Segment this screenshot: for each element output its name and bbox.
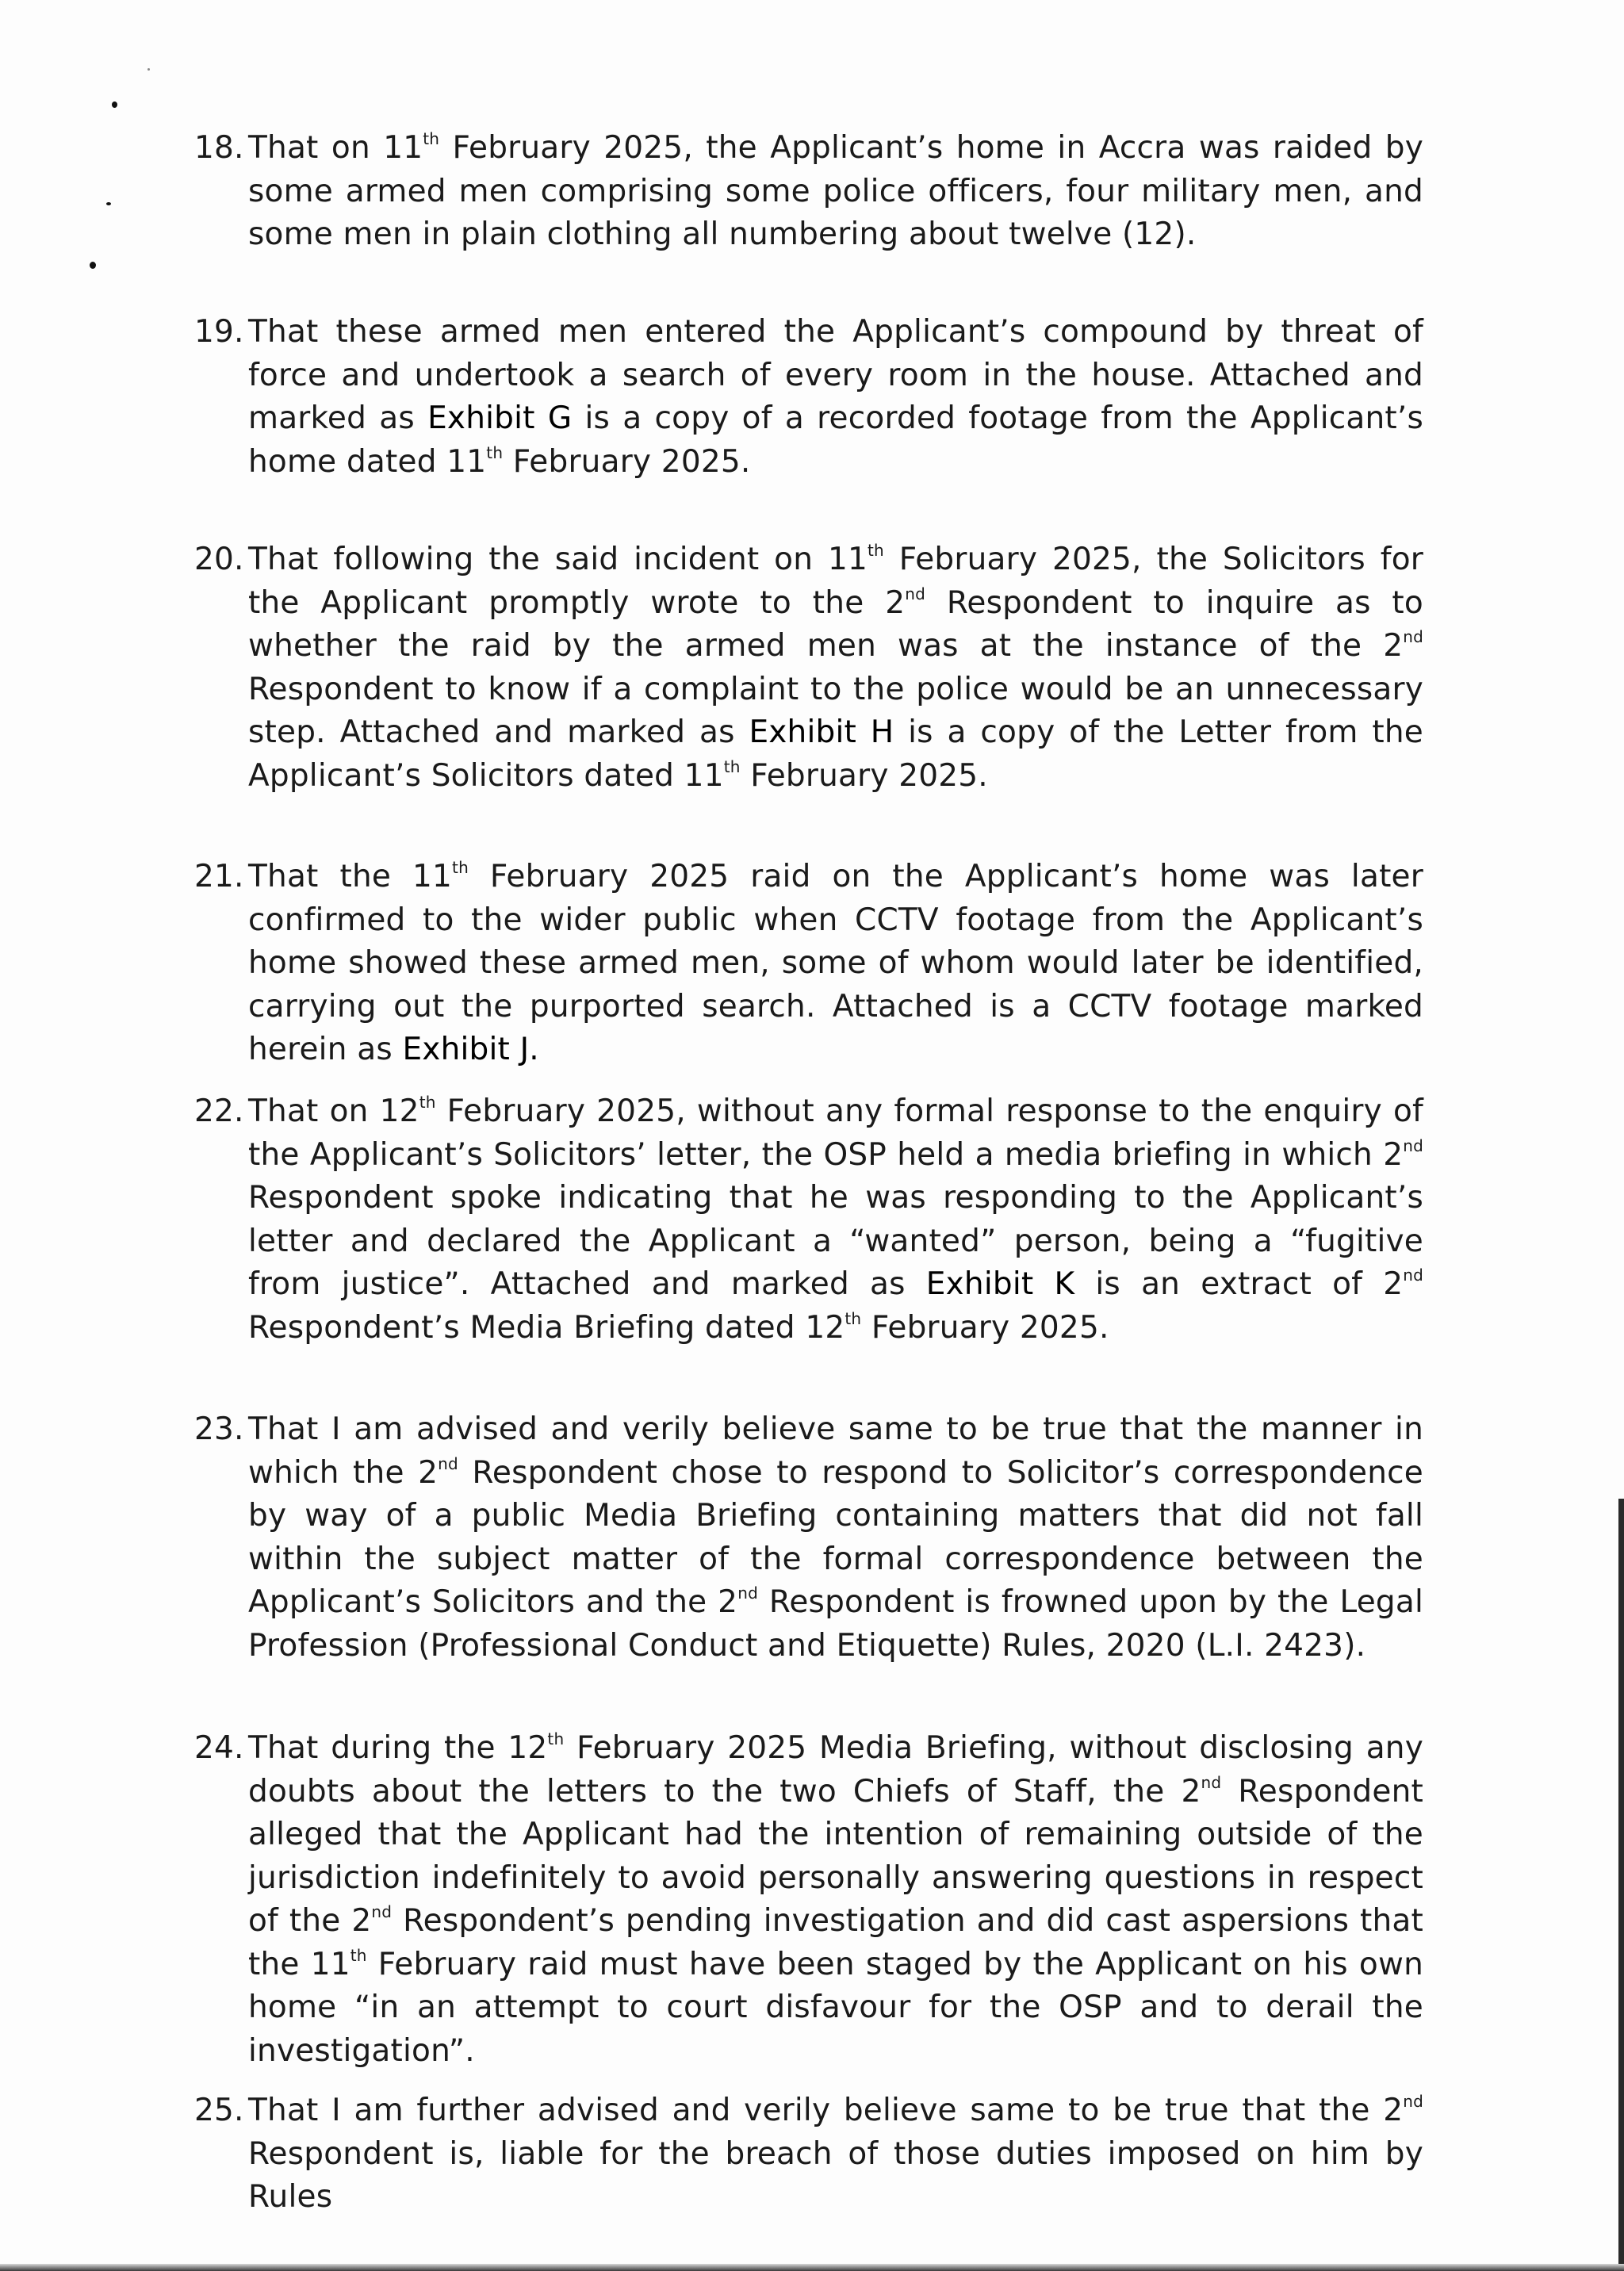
paragraph-number: 19. xyxy=(194,314,244,350)
ordinal-suffix: nd xyxy=(438,1453,458,1473)
paragraph-text-run: Respondent is frowned upon by the Legal Profession (Professional Conduct and Etiquette) Rules, 2020 (L.I. 2423). xyxy=(248,1584,1423,1664)
ordinal-suffix: nd xyxy=(1403,2092,1423,2111)
paragraph-text-run: That the 11 xyxy=(248,859,453,894)
ordinal-suffix: nd xyxy=(737,1584,758,1603)
paragraph-text-run: That I am advised and verily believe same to be true that the manner in which the 2 xyxy=(248,1411,1423,1491)
paragraph-number: 22. xyxy=(194,1093,244,1129)
paragraph-21 xyxy=(194,856,1423,1072)
paragraph-number: 21. xyxy=(194,859,244,894)
paragraph-text-run: is a copy of the Letter from the Applicant’s Solicitors dated 11 xyxy=(248,714,1423,794)
paragraph-number: 20. xyxy=(194,542,244,577)
scan-edge-right xyxy=(1618,1499,1624,2271)
ordinal-suffix: nd xyxy=(1403,1136,1423,1155)
paragraph-number: 24. xyxy=(194,1730,244,1766)
paragraph-number: 25. xyxy=(194,2093,244,2128)
paragraph-text-run: That on 12 xyxy=(248,1093,419,1129)
paragraph-text-run: February 2025 Media Briefing, without disclosing any doubts about the letters to the two Chiefs of Staff, the 2 xyxy=(248,1730,1424,1810)
ordinal-suffix: th xyxy=(723,756,741,776)
ordinal-suffix: th xyxy=(452,858,469,877)
ordinal-suffix: nd xyxy=(371,1902,393,1921)
ordinal-suffix: th xyxy=(419,1093,436,1112)
paragraph-text-run: Respondent’s Media Briefing dated 12 xyxy=(248,1309,845,1346)
paragraph-number: 23. xyxy=(194,1411,244,1447)
paragraph-text xyxy=(248,311,1423,484)
scan-edge-bottom xyxy=(0,2264,1624,2271)
paragraph-text-run: is an extract of 2 xyxy=(1074,1266,1404,1302)
exhibit-reference: Exhibit H xyxy=(749,714,894,750)
paragraph-text-run: Respondent spoke indicating that he was responding to the Applicant’s letter and declared the Applicant a “wanted” person, being a “fugitive from justice”. Attached and marked as xyxy=(248,1180,1423,1302)
ordinal-suffix: th xyxy=(868,541,884,560)
paragraph-text-run: Respondent alleged that the Applicant had the intention of remaining outside of the jurisdiction indefinitely to avoid personally answering questions in respect of the 2 xyxy=(248,1773,1423,1939)
paragraph-text-run: Respondent to inquire as to whether the raid by the armed men was at the instance of the 2 xyxy=(248,584,1423,664)
ordinal-suffix: nd xyxy=(1403,1266,1423,1285)
ordinal-suffix: nd xyxy=(905,584,926,603)
paragraph-text-run: February 2025, the Solicitors for the Applicant promptly wrote to the 2 xyxy=(248,542,1423,621)
paragraph-text-run: February 2025 raid on the Applicant’s home was later confirmed to the wider public when CCTV footage from the Applicant’s home showed these armed men, some of whom would later be identified, carrying out the purported search. Attached is a CCTV footage marked herein as xyxy=(248,859,1423,1067)
paragraph-19 xyxy=(194,311,1423,484)
ordinal-suffix: th xyxy=(350,1945,367,1965)
paragraph-text-run: That these armed men entered the Applicant’s compound by threat of force and undertook a search of every room in the house. Attached and marked as xyxy=(248,314,1423,436)
ordinal-suffix: th xyxy=(547,1729,565,1748)
paragraph-text xyxy=(248,1408,1423,1668)
paragraph-text-run: That on 11 xyxy=(248,130,423,166)
paragraph-24 xyxy=(194,1727,1423,2073)
paragraph-25 xyxy=(194,2089,1423,2219)
paragraph-text xyxy=(248,856,1423,1072)
scan-speck xyxy=(90,262,96,269)
paragraph-18 xyxy=(194,127,1423,257)
paragraph-text-run: Respondent’s pending investigation and did cast aspersions that the 11 xyxy=(248,1903,1423,1982)
paragraph-text xyxy=(248,127,1423,257)
paragraph-text-run: February raid must have been staged by the Applicant on his own home “in an attempt to court disfavour for the OSP and to derail the investigation”. xyxy=(248,1946,1423,2069)
ordinal-suffix: th xyxy=(423,129,440,148)
ordinal-suffix: th xyxy=(486,442,504,462)
paragraph-text xyxy=(248,1727,1423,2073)
exhibit-reference: Exhibit K xyxy=(925,1266,1075,1302)
paragraph-text-run: February 2025, without any formal response to the enquiry of the Applicant’s Solicitors’ letter, the OSP held a media briefing in which 2 xyxy=(248,1093,1423,1173)
paragraph-text-run: That following the said incident on 11 xyxy=(248,542,868,577)
paragraph-22 xyxy=(194,1090,1423,1350)
ordinal-suffix: nd xyxy=(1201,1772,1222,1792)
paragraph-text-run: Respondent chose to respond to Solicitor’s correspondence by way of a public Media Briefing containing matters that did not fall within the subject matter of the formal correspondence between the Applicant’s Solicitors and the 2 xyxy=(248,1454,1423,1620)
exhibit-reference: Exhibit J. xyxy=(402,1032,539,1067)
paragraph-20 xyxy=(194,538,1423,798)
paragraph-text-run: February 2025. xyxy=(861,1309,1109,1346)
exhibit-reference: Exhibit G xyxy=(427,400,573,436)
paragraph-text-run: is a copy of a recorded footage from the Applicant’s home dated 11 xyxy=(248,400,1423,480)
paragraph-text-run: Respondent is, liable for the breach of those duties imposed on him by Rules xyxy=(248,2135,1423,2215)
paragraph-text xyxy=(248,2089,1423,2219)
ordinal-suffix: th xyxy=(845,1308,862,1328)
paragraph-23 xyxy=(194,1408,1423,1668)
paragraph-text xyxy=(248,538,1423,798)
paragraph-text-run: February 2025. xyxy=(740,757,988,794)
scan-speck xyxy=(106,202,111,205)
paragraph-text-run: February 2025. xyxy=(503,443,751,480)
paragraph-text-run: That during the 12 xyxy=(248,1730,548,1766)
paragraph-text-run: Respondent to know if a complaint to the police would be an unnecessary step. Attached and marked as xyxy=(248,671,1423,750)
scan-speck xyxy=(112,101,117,108)
scan-speck xyxy=(147,68,150,71)
ordinal-suffix: nd xyxy=(1403,627,1423,646)
paragraph-text-run: That I am further advised and verily believe same to be true that the 2 xyxy=(248,2093,1404,2128)
paragraph-number: 18. xyxy=(194,130,244,166)
paragraph-text-run: February 2025, the Applicant’s home in Accra was raided by some armed men comprising some police officers, four military men, and some men in plain clothing all numbering about twelve (12). xyxy=(248,130,1423,252)
paragraph-text xyxy=(248,1090,1423,1350)
